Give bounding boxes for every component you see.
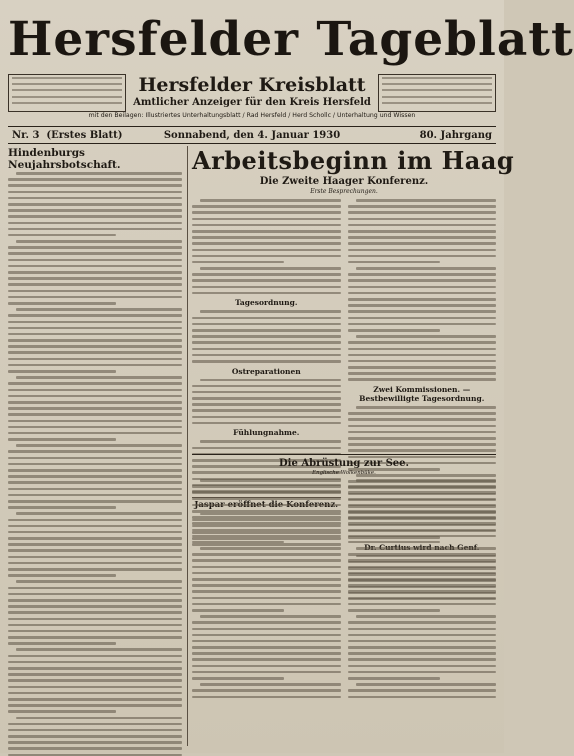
text-line — [8, 741, 182, 744]
text-line — [348, 677, 440, 680]
text-line — [192, 665, 341, 668]
text-line — [348, 603, 497, 606]
text-line — [8, 463, 182, 466]
text-line — [348, 652, 497, 655]
text-line — [192, 292, 341, 295]
text-line — [8, 432, 182, 435]
text-line — [8, 692, 182, 695]
text-line — [8, 395, 182, 398]
text-line — [348, 578, 497, 581]
text-line — [8, 556, 182, 559]
text-line — [8, 271, 182, 274]
text-line — [348, 516, 497, 519]
text-line — [8, 723, 182, 726]
text-line — [356, 615, 497, 618]
text-line — [192, 516, 341, 519]
text-line — [8, 178, 182, 181]
article-text-block — [348, 199, 497, 381]
text-line — [200, 440, 341, 443]
text-line — [348, 696, 497, 699]
text-line — [356, 406, 497, 409]
text-line — [8, 259, 182, 262]
text-line — [348, 584, 497, 587]
text-line — [8, 327, 182, 330]
text-line — [348, 541, 440, 544]
text-line — [8, 351, 182, 354]
text-line — [356, 267, 497, 270]
text-line — [192, 510, 341, 513]
text-line — [348, 360, 497, 363]
text-line — [8, 457, 182, 460]
text-line — [348, 218, 497, 221]
text-line — [8, 525, 182, 528]
text-line — [348, 418, 497, 421]
text-line — [8, 222, 182, 225]
text-line — [348, 621, 497, 624]
text-line — [192, 242, 341, 245]
text-line — [12, 89, 122, 91]
text-line — [8, 673, 182, 676]
bottom-article-columns — [192, 479, 496, 702]
text-line — [192, 360, 341, 363]
text-line — [192, 609, 284, 612]
text-line — [348, 504, 497, 507]
text-line — [192, 603, 341, 606]
text-line — [348, 646, 497, 649]
text-line — [8, 686, 182, 689]
kreisblatt-header — [130, 74, 374, 109]
text-line — [348, 640, 497, 643]
text-line — [192, 335, 341, 338]
text-line — [8, 215, 182, 218]
text-line — [16, 512, 182, 515]
text-line — [356, 479, 497, 482]
text-line — [192, 559, 341, 562]
text-line — [8, 611, 182, 614]
text-line — [8, 642, 116, 645]
article-text-block — [192, 379, 341, 425]
text-line — [348, 522, 497, 525]
text-line — [8, 302, 116, 305]
text-line — [8, 426, 182, 429]
text-line — [192, 317, 341, 320]
text-line — [348, 292, 497, 295]
text-line — [8, 587, 182, 590]
section-ostreparationen: Ostreparationen — [231, 366, 301, 376]
text-line — [382, 77, 492, 79]
text-line — [348, 559, 497, 562]
text-line — [8, 735, 182, 738]
text-line — [8, 345, 182, 348]
text-line — [8, 698, 182, 701]
text-line — [192, 329, 341, 332]
text-line — [192, 522, 341, 525]
text-line — [200, 547, 341, 550]
text-line — [192, 273, 341, 276]
text-line — [8, 667, 182, 670]
text-line — [192, 658, 341, 661]
text-line — [348, 329, 440, 332]
text-line — [348, 378, 497, 381]
text-line — [192, 279, 341, 282]
text-line — [348, 572, 497, 575]
text-line — [8, 228, 182, 231]
text-line — [200, 683, 341, 686]
issue-number — [8, 130, 122, 141]
article-text-block — [192, 479, 341, 702]
text-line — [8, 382, 182, 385]
text-line — [8, 197, 182, 200]
text-line — [348, 535, 497, 538]
text-line — [348, 491, 497, 494]
text-line — [8, 314, 182, 317]
text-line — [382, 89, 492, 91]
text-line — [382, 96, 492, 98]
article-text-block — [348, 479, 497, 702]
text-line — [8, 246, 182, 249]
left-info-box — [8, 74, 126, 112]
text-line — [8, 413, 182, 416]
text-line — [348, 366, 497, 369]
text-line — [8, 630, 182, 633]
text-line — [8, 333, 182, 336]
text-line — [348, 279, 497, 282]
text-line — [348, 437, 497, 440]
text-line — [8, 562, 182, 565]
dateline — [8, 126, 496, 144]
text-line — [192, 671, 341, 674]
text-line — [192, 696, 341, 699]
text-line — [8, 481, 182, 484]
text-line — [348, 689, 497, 692]
text-line — [12, 83, 122, 85]
text-line — [8, 358, 182, 361]
text-line — [348, 553, 497, 556]
text-line — [192, 535, 341, 538]
text-line — [348, 628, 497, 631]
text-line — [16, 717, 182, 720]
text-line — [8, 469, 182, 472]
text-line — [8, 234, 116, 237]
text-line — [192, 348, 341, 351]
text-line — [348, 211, 497, 214]
text-line — [8, 277, 182, 280]
text-line — [200, 379, 341, 382]
text-line — [192, 689, 341, 692]
masthead-title: Hersfelder Tageblatt — [8, 12, 574, 67]
text-line — [8, 494, 182, 497]
text-line — [348, 566, 497, 569]
text-line — [348, 529, 497, 532]
text-line — [8, 531, 182, 534]
text-line — [348, 449, 497, 452]
text-line — [192, 646, 341, 649]
text-line — [192, 628, 341, 631]
main-headline: Arbeitsbeginn im Haag — [192, 146, 515, 175]
issue-sheet: (Erstes Blatt) — [46, 129, 123, 141]
text-line — [8, 184, 182, 187]
text-line — [348, 412, 497, 415]
text-line — [348, 261, 440, 264]
text-line — [8, 252, 182, 255]
text-line — [8, 290, 182, 293]
text-line — [192, 224, 341, 227]
text-line — [348, 425, 497, 428]
text-line — [192, 205, 341, 208]
text-line — [8, 209, 182, 212]
text-line — [192, 391, 341, 394]
text-line — [8, 191, 182, 194]
text-line — [192, 498, 341, 501]
text-line — [348, 443, 497, 446]
text-line — [348, 286, 497, 289]
main-subhead-2: Erste Besprechungen. — [310, 188, 378, 195]
text-line — [16, 376, 182, 379]
text-line — [200, 615, 341, 618]
text-line — [8, 321, 182, 324]
text-line — [8, 599, 182, 602]
text-line — [8, 370, 116, 373]
text-line — [192, 403, 341, 406]
text-line — [382, 102, 492, 104]
text-line — [192, 422, 341, 425]
text-line — [8, 401, 182, 404]
text-line — [348, 634, 497, 637]
text-line — [8, 500, 182, 503]
text-line — [192, 409, 341, 412]
text-line — [348, 485, 497, 488]
left-column — [8, 146, 188, 746]
text-line — [192, 590, 341, 593]
bottom-article — [192, 454, 496, 702]
text-line — [356, 683, 497, 686]
main-subhead: Die Zweite Haager Konferenz. — [259, 176, 429, 187]
text-line — [8, 438, 116, 441]
article-text-block — [192, 310, 341, 362]
text-line — [12, 102, 122, 104]
text-line — [16, 648, 182, 651]
text-line — [8, 519, 182, 522]
supplements-line: mit den Beilagen: Illustriertes Unterhaltungsblatt / Rad Hersfeld / Herd Schollc / Unterhaltung und Wissen — [88, 112, 416, 119]
text-line — [192, 236, 341, 239]
text-line — [192, 597, 341, 600]
text-line — [348, 665, 497, 668]
text-line — [8, 296, 182, 299]
text-line — [348, 273, 497, 276]
text-line — [8, 661, 182, 664]
text-line — [348, 317, 497, 320]
text-line — [192, 491, 341, 494]
text-line — [348, 224, 497, 227]
text-line — [192, 677, 284, 680]
text-line — [8, 704, 182, 707]
text-line — [348, 230, 497, 233]
text-line — [192, 218, 341, 221]
text-line — [356, 335, 497, 338]
text-line — [8, 364, 182, 367]
text-line — [8, 574, 116, 577]
text-line — [8, 339, 182, 342]
text-line — [16, 308, 182, 311]
issue-date: Sonnabend, den 4. Januar 1930 — [163, 129, 341, 141]
issue-number-value: Nr. 3 — [12, 129, 40, 141]
text-line — [348, 354, 497, 357]
text-line — [192, 566, 341, 569]
bottom-subhead: Englische Wolkenbüke. — [312, 470, 376, 476]
text-line — [8, 389, 182, 392]
text-line — [8, 655, 182, 658]
text-line — [348, 609, 440, 612]
text-line — [12, 77, 122, 79]
text-line — [192, 541, 284, 544]
text-line — [348, 236, 497, 239]
text-line — [348, 310, 497, 313]
text-line — [192, 634, 341, 637]
text-line — [192, 529, 341, 532]
text-line — [348, 249, 497, 252]
text-line — [192, 323, 341, 326]
text-line — [348, 205, 497, 208]
text-line — [8, 506, 116, 509]
text-line — [192, 578, 341, 581]
text-line — [348, 323, 497, 326]
text-line — [16, 240, 182, 243]
text-line — [192, 211, 341, 214]
left-headline: Hindenburgs Neujahrsbotschaft. — [8, 147, 121, 171]
text-line — [192, 354, 341, 357]
text-line — [192, 584, 341, 587]
text-line — [8, 624, 182, 627]
text-line — [200, 310, 341, 313]
text-line — [8, 543, 182, 546]
text-line — [348, 510, 497, 513]
text-line — [200, 199, 341, 202]
text-line — [8, 593, 182, 596]
text-line — [8, 568, 182, 571]
text-line — [192, 640, 341, 643]
text-line — [200, 267, 341, 270]
text-line — [348, 372, 497, 375]
text-line — [8, 549, 182, 552]
text-line — [348, 298, 497, 301]
text-line — [8, 636, 182, 639]
section-kommissionen: Zwei Kommissionen. — Bestbewilligte Tagesordnung. — [359, 385, 485, 404]
text-line — [8, 407, 182, 410]
text-line — [348, 348, 497, 351]
text-line — [348, 341, 497, 344]
text-line — [192, 385, 341, 388]
right-info-box — [378, 74, 496, 112]
text-line — [348, 242, 497, 245]
text-line — [356, 199, 497, 202]
text-line — [192, 230, 341, 233]
text-line — [192, 397, 341, 400]
text-line — [12, 96, 122, 98]
kreisblatt-title: Hersfelder Kreisblatt — [138, 74, 366, 96]
text-line — [348, 658, 497, 661]
text-line — [16, 444, 182, 447]
text-line — [192, 447, 341, 450]
text-line — [8, 475, 182, 478]
text-line — [16, 580, 182, 583]
text-line — [192, 652, 341, 655]
text-line — [200, 479, 341, 482]
text-line — [348, 590, 497, 593]
text-line — [8, 420, 182, 423]
text-line — [8, 618, 182, 621]
text-line — [8, 488, 182, 491]
kreisblatt-subtitle: Amtlicher Anzeiger für den Kreis Hersfeld — [133, 97, 371, 108]
text-line — [192, 341, 341, 344]
text-line — [192, 255, 341, 258]
text-line — [8, 729, 182, 732]
text-line — [8, 679, 182, 682]
text-line — [8, 710, 116, 713]
bottom-headline: Die Abrüstung zur See. — [279, 458, 409, 469]
text-line — [8, 203, 182, 206]
text-line — [192, 286, 341, 289]
left-column-text — [8, 172, 182, 756]
text-line — [16, 172, 182, 175]
text-line — [192, 504, 341, 507]
text-line — [348, 498, 497, 501]
text-line — [192, 249, 341, 252]
text-line — [8, 747, 182, 750]
text-line — [348, 431, 497, 434]
text-line — [8, 605, 182, 608]
article-text-block — [192, 199, 341, 294]
text-line — [192, 621, 341, 624]
section-tagesordnung: Tagesordnung. — [235, 298, 298, 308]
section-fuehlungnahme: Fühlungnahme. — [233, 428, 300, 438]
text-line — [382, 83, 492, 85]
text-line — [192, 416, 341, 419]
text-line — [192, 553, 341, 556]
text-line — [8, 537, 182, 540]
text-line — [192, 261, 284, 264]
text-line — [348, 597, 497, 600]
text-line — [348, 255, 497, 258]
text-line — [348, 304, 497, 307]
text-line — [8, 450, 182, 453]
text-line — [356, 547, 497, 550]
text-line — [348, 671, 497, 674]
text-line — [192, 485, 341, 488]
text-line — [192, 572, 341, 575]
text-line — [8, 283, 182, 286]
text-line — [8, 265, 182, 268]
issue-volume: 80. Jahrgang — [419, 129, 492, 141]
